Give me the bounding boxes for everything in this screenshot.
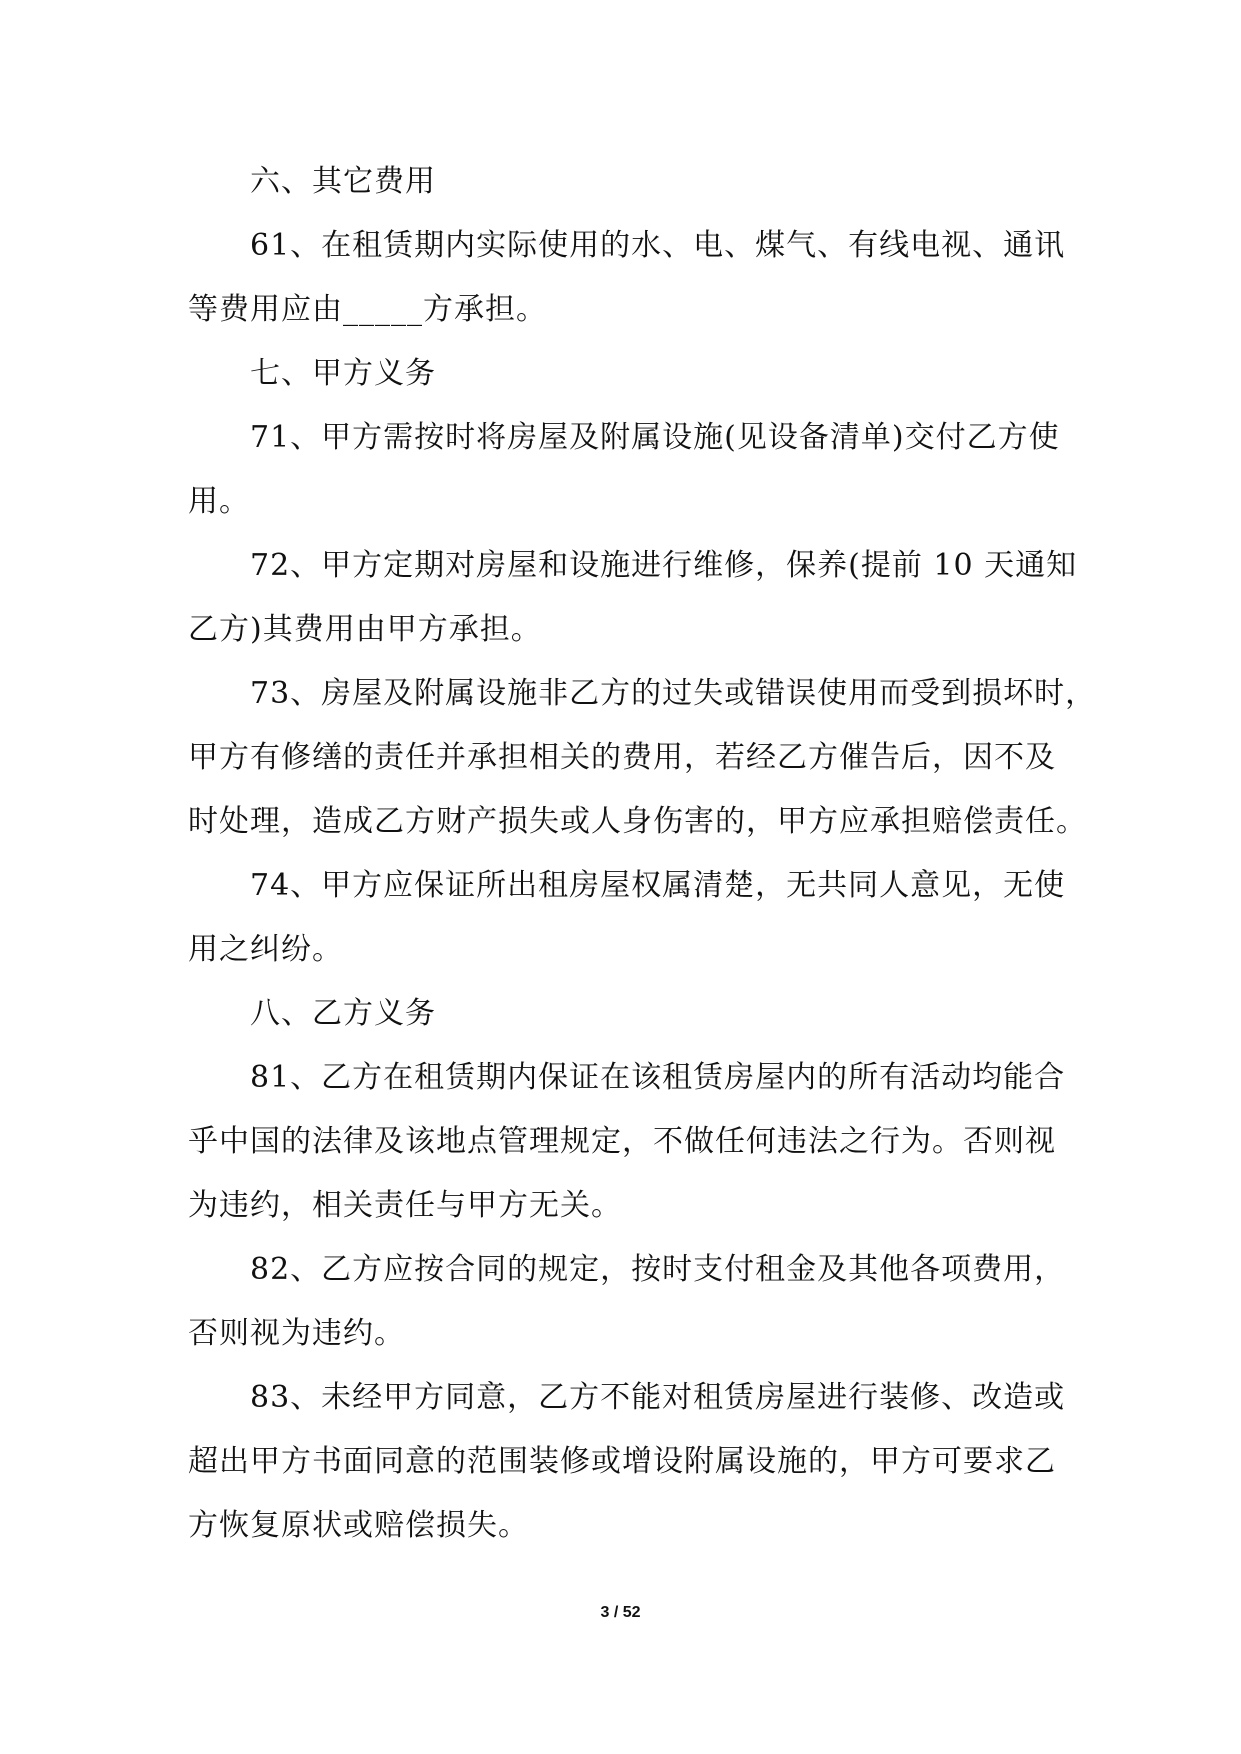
page-number: 3 / 52 [600,1604,641,1621]
clause-73-line-3: 时处理，造成乙方财产损失或人身伤害的，甲方应承担赔偿责任。 [188,804,1087,839]
clause-71-line-1: 71、甲方需按时将房屋及附属设施(见设备清单)交付乙方使 [250,420,1060,455]
section-heading-other-fees: 六、其它费用 [250,164,436,199]
clause-83-line-3: 方恢复原状或赔偿损失。 [188,1508,529,1543]
clause-73-line-2: 甲方有修缮的责任并承担相关的费用，若经乙方催告后，因不及 [188,740,1056,775]
clause-61-line-2: 等费用应由_____方承担。 [188,292,547,327]
clause-82-line-1: 82、乙方应按合同的规定，按时支付租金及其他各项费用， [250,1252,1066,1287]
clause-74-line-1: 74、甲方应保证所出租房屋权属清楚，无共同人意见，无使 [250,868,1066,903]
clause-83-line-2: 超出甲方书面同意的范围装修或增设附属设施的，甲方可要求乙 [188,1444,1056,1479]
clause-81-line-2: 乎中国的法律及该地点管理规定，不做任何违法之行为。否则视 [188,1124,1056,1159]
clause-72-line-1: 72、甲方定期对房屋和设施进行维修，保养(提前 10 天通知 [250,548,1078,583]
clause-71-line-2: 用。 [188,484,250,519]
clause-81-line-3: 为违约，相关责任与甲方无关。 [188,1188,622,1223]
clause-73-line-1: 73、房屋及附属设施非乙方的过失或错误使用而受到损坏时， [250,676,1097,711]
clause-61-line-1: 61、在租赁期内实际使用的水、电、煤气、有线电视、通讯 [250,228,1066,263]
clause-82-line-2: 否则视为违约。 [188,1316,405,1351]
document-body [188,150,1097,1558]
clause-74-line-2: 用之纠纷。 [188,932,343,967]
section-heading-party-b-obligations: 八、乙方义务 [250,996,436,1031]
clause-81-line-1: 81、乙方在租赁期内保证在该租赁房屋内的所有活动均能合 [250,1060,1066,1095]
clause-72-line-2: 乙方)其费用由甲方承担。 [188,612,542,647]
clause-83-line-1: 83、未经甲方同意，乙方不能对租赁房屋进行装修、改造或 [250,1380,1066,1415]
section-heading-party-a-obligations: 七、甲方义务 [250,356,436,391]
